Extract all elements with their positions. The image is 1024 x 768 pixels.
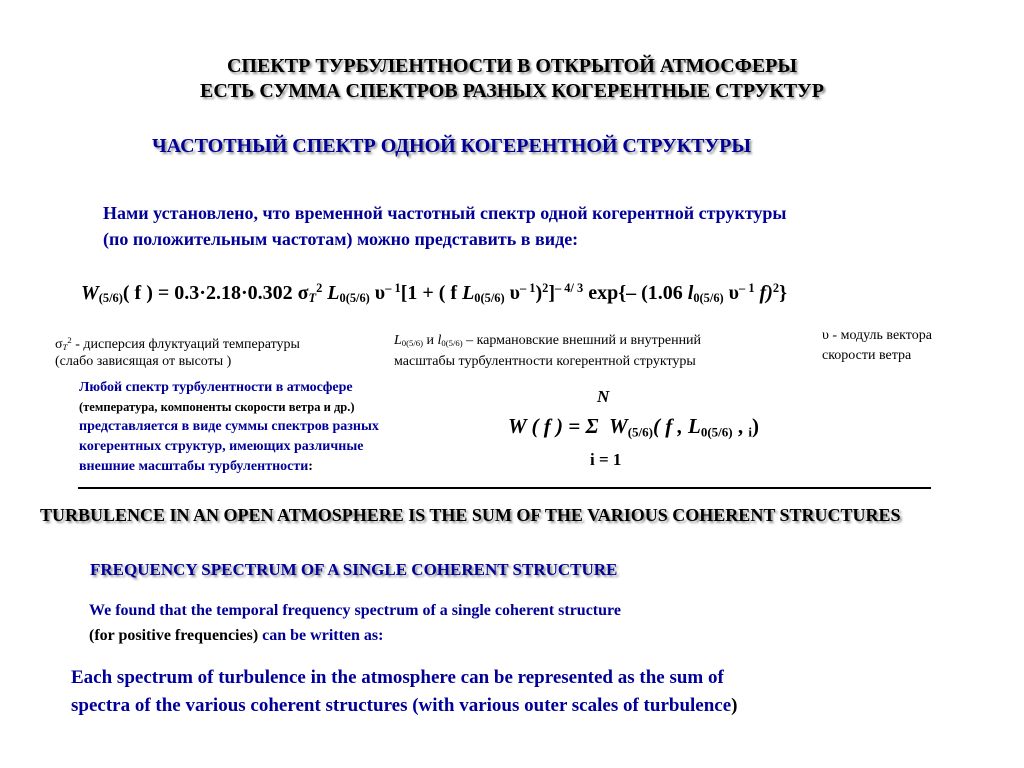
intro-ru-line1: Нами установлено, что временной частотный спектр одной когерентной структуры [103,203,787,223]
any-spectrum-line1: Любой спектр турбулентности в атмосфере [79,380,353,395]
title-ru-line2: ЕСТЬ СУММА СПЕКТРОВ РАЗНЫХ КОГЕРЕНТНЫЕ СТРУКТУР [200,80,824,102]
subtitle-ru: ЧАСТОТНЫЙ СПЕКТР ОДНОЙ КОГЕРЕНТНОЙ СТРУКТУРЫ [152,135,751,157]
sum-lower-limit: i = 1 [590,450,622,469]
found-en-line1: We found that the temporal frequency spectrum of a single coherent structure [89,602,621,619]
each-en-line2: spectra of the various coherent structures (with various outer scales of turbulence) [71,695,738,716]
sum-upper-limit: N [597,387,610,406]
note-upsilon-line2: скорости ветра [822,348,912,363]
note-L-line1: $L_{0(5/6)}$ и $l_{0(5/6)}$ – кармановские внешний и внутренний [394,333,702,349]
found-en-line2: (for positive frequencies) can be written as: [89,627,384,644]
title-en: TURBULENCE IN AN OPEN ATMOSPHERE IS THE SUM OF THE VARIOUS COHERENT STRUCTURES [40,505,901,525]
divider [78,487,931,489]
formula-sum: W ( f ) = Σ $W_{(5/6)}$( f , $L_{0(5/6)}$ , $_i$) [508,414,760,440]
note-sigma-line1: $\sigma_T^2$ - дисперсия флуктуаций температуры [55,335,300,352]
note-sigma-line2: (слабо зависящая от высоты ) [55,354,232,369]
each-en-line1: Each spectrum of turbulence in the atmosphere can be represented as the sum of [71,667,724,688]
note-L-line2: масштабы турбулентности когерентной структуры [394,354,696,369]
any-spectrum-line5: внешние масштабы турбулентности: [79,459,313,474]
title-ru-line1: СПЕКТР ТУРБУЛЕНТНОСТИ В ОТКРЫТОЙ АТМОСФЕРЫ [226,55,798,77]
formula-main: $W_{(5/6)}$( f ) = 0.3·2.18·0.302 $\sigma_T^2$ $L_{0(5/6)}$ $\upsilon^{- 1}[1$ + ( f $L_{0(5/6)}$ $\upsilon^{- 1})^2]^{- 4/ 3}$ exp{– (1.06 $l_{0(5/6)}$ $\upsilon^{- 1}$ f)$^2$} [81,281,787,305]
any-spectrum-line4: когерентных структур, имеющих различные [79,439,364,454]
any-spectrum-line3: представляется в виде суммы спектров разных [79,419,379,434]
note-upsilon-line1: υ - модуль вектора [822,328,932,343]
subtitle-en: FREQUENCY SPECTRUM OF A SINGLE COHERENT STRUCTURE [90,560,618,579]
intro-ru-line2: (по положительным частотам) можно представить в виде: [103,229,579,249]
any-spectrum-line2: (температура, компоненты скорости ветра и др.) [79,400,355,414]
